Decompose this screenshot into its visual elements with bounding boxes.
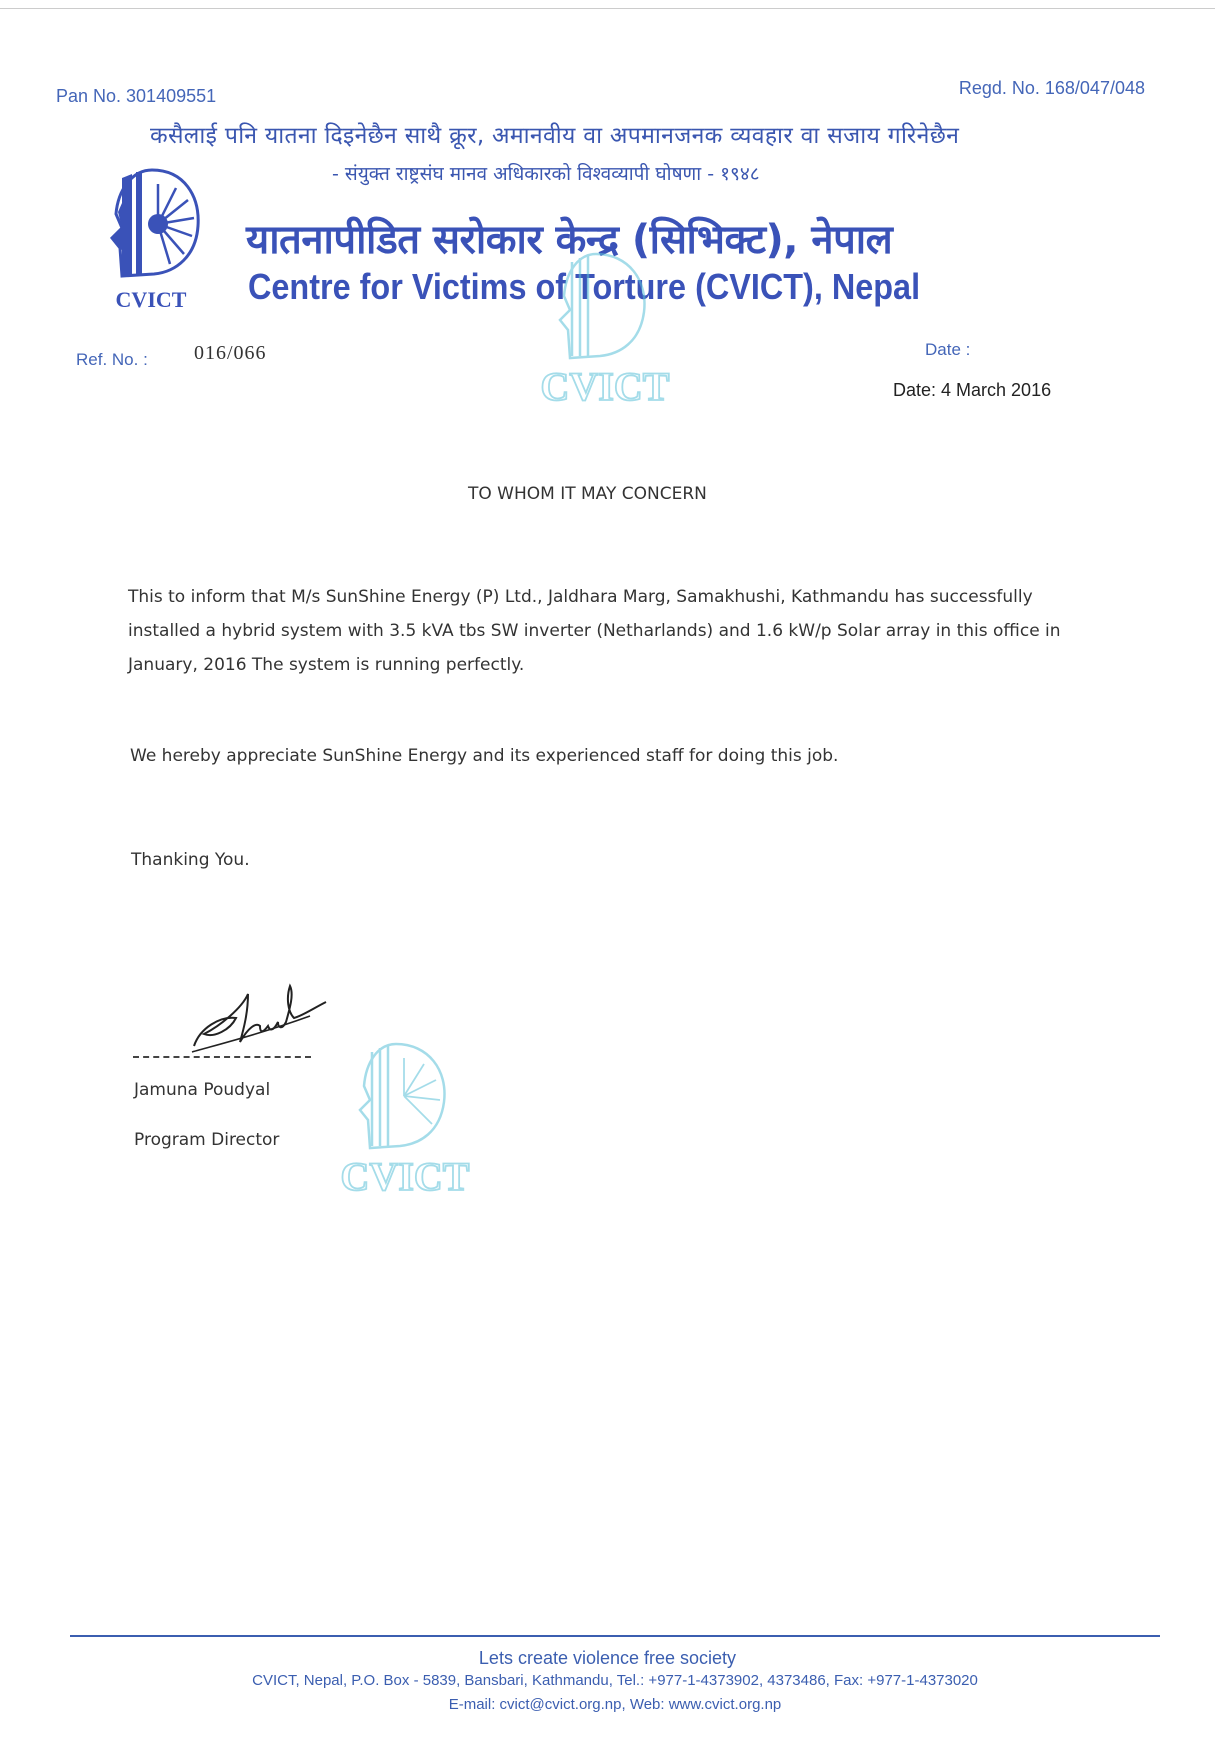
signer-name: Jamuna Poudyal <box>134 1080 271 1100</box>
letter-subject: TO WHOM IT MAY CONCERN <box>468 484 707 504</box>
footer-divider <box>70 1635 1160 1637</box>
ref-number: 016/066 <box>194 342 267 364</box>
scan-edge-line <box>0 8 1215 9</box>
signer-title: Program Director <box>134 1130 280 1150</box>
letter-paragraph-1: This to inform that M/s SunShine Energy (P) Ltd., Jaldhara Marg, Samakhushi, Kathmandu has successfully installed a hybrid system with 3.5 kVA tbs SW inverter (Netharlands) and 1.6 kW/p Solar array in this office in January, 2016 The system is running perfectly. <box>128 587 1061 675</box>
footer-slogan: Lets create violence free society <box>478 1648 737 1668</box>
letter-paragraph-2: We hereby appreciate SunShine Energy and its experienced staff for doing this job. <box>130 746 839 766</box>
letter-date: Date: 4 March 2016 <box>893 380 1052 400</box>
footer-contact: E-mail: cvict@cvict.org.np, Web: www.cvict.org.np <box>448 1696 782 1713</box>
registration-number: Regd. No. 168/047/048 <box>958 78 1145 98</box>
motto-nepali: कसैलाई पनि यातना दिइनेछैन साथै क्रूर, अमानवीय वा अपमानजनक व्यवहार वा सजाय गरिनेछैन <box>150 123 960 149</box>
logo-text: CVICT <box>115 287 187 312</box>
signature-icon <box>190 968 330 1068</box>
stamp-text: CVICT <box>540 364 670 409</box>
org-name-english: Centre for Victims of Torture (CVICT), Nepal <box>248 266 921 307</box>
pan-number: Pan No. 301409551 <box>56 86 217 106</box>
cvict-logo-icon <box>92 164 210 314</box>
udhr-citation: - संयुक्त राष्ट्रसंघ मानव अधिकारको विश्वव्यापी घोषणा - १९४८ <box>332 163 760 185</box>
date-label: Date : <box>925 340 971 359</box>
cvict-stamp-icon <box>330 1040 480 1200</box>
signature-line <box>133 1056 311 1058</box>
org-name-nepali: यातनापीडित सरोकार केन्द्र (सिभिक्ट), नेपाल <box>246 217 893 263</box>
footer-address: CVICT, Nepal, P.O. Box - 5839, Bansbari, Kathmandu, Tel.: +977-1-4373902, 4373486, Fax: +977-1-4373020 <box>252 1672 978 1689</box>
cvict-stamp-icon <box>530 250 680 410</box>
stamp-text: CVICT <box>340 1154 470 1199</box>
ref-label: Ref. No. : <box>76 350 148 369</box>
letter-closing: Thanking You. <box>131 850 250 870</box>
